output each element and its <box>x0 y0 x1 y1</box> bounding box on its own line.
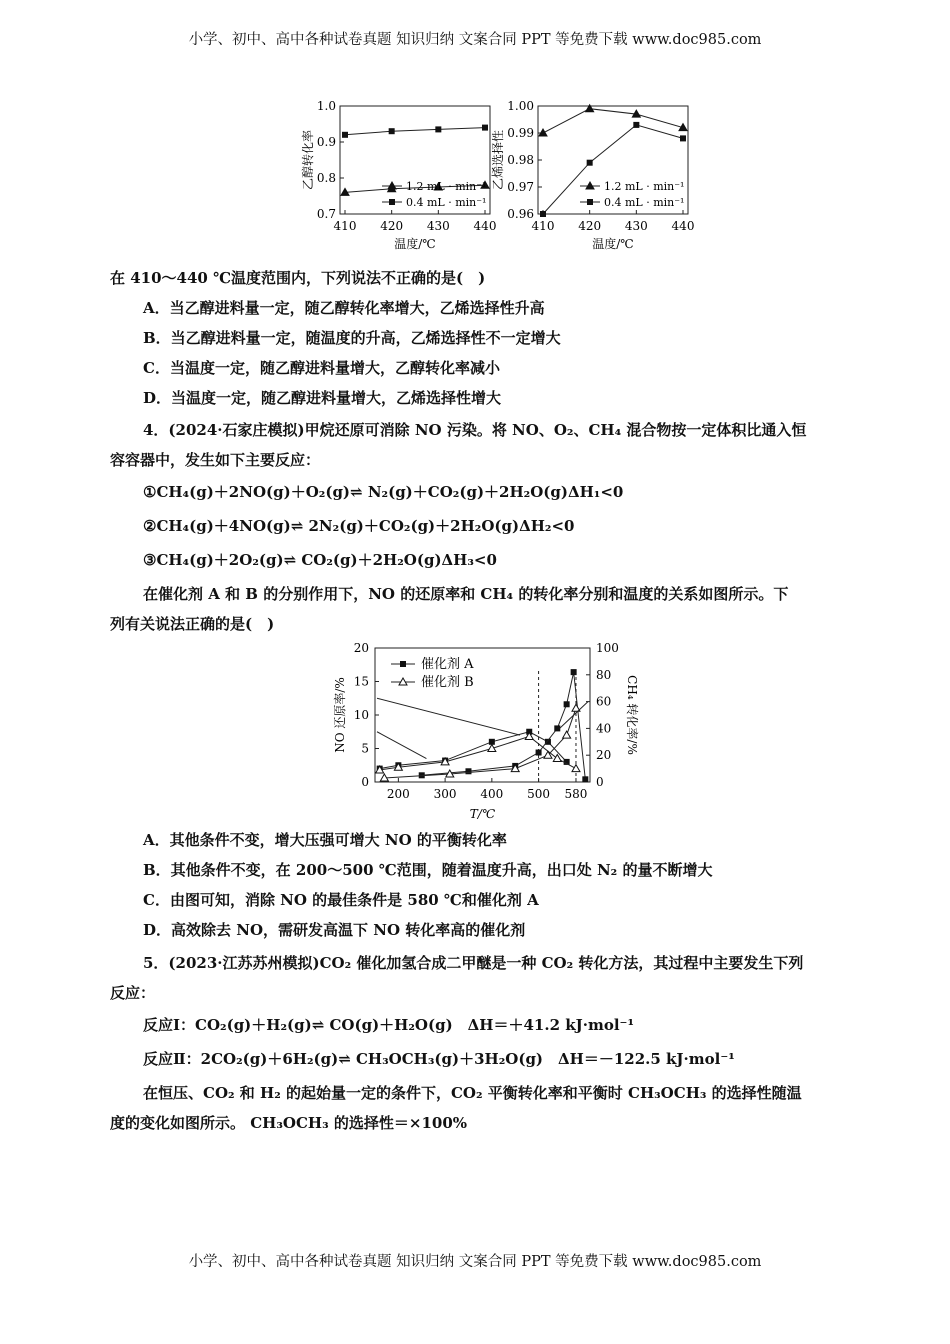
q5-reaction-1: 反应Ⅰ：CO₂(g)＋H₂(g)⇌ CO(g)＋H₂O(g) ΔH＝＋41.2 kJ·mol⁻¹ <box>143 1016 635 1034</box>
x-tick-label: 400 <box>480 787 504 801</box>
q5-desc-line1: 在恒压、CO₂ 和 H₂ 的起始量一定的条件下，CO₂ 平衡转化率和平衡时 CH₃OCH₃ 的选择性随温 <box>143 1084 802 1102</box>
q4-option-c: C．由图可知，消除 NO 的最佳条件是 580 ℃和催化剂 A <box>143 891 539 909</box>
data-point <box>582 776 588 782</box>
legend-label: 1.2 mL · min⁻¹ <box>406 180 487 193</box>
y-tick-label: 0.97 <box>507 180 534 194</box>
page-header: 小学、初中、高中各种试卷真题 知识归纳 文案合同 PPT 等免费下载 www.doc985.com <box>188 32 762 48</box>
data-point <box>342 132 348 138</box>
legend-label: 0.4 mL · min⁻¹ <box>406 196 487 209</box>
q5-stem-line2: 反应： <box>110 984 156 1002</box>
data-point <box>554 725 560 731</box>
page-footer: 小学、初中、高中各种试卷真题 知识归纳 文案合同 PPT 等免费下载 www.doc985.com <box>188 1254 762 1270</box>
annotation-arrow <box>377 698 520 735</box>
x-tick-label: 580 <box>564 787 588 801</box>
y2-tick-label: 0 <box>596 775 604 789</box>
x-tick-label: 410 <box>531 219 555 233</box>
series-line <box>543 109 683 133</box>
q4-option-b: B．其他条件不变，在 200～500 ℃范围，随着温度升高，出口处 N₂ 的量不断增大 <box>143 861 713 879</box>
x-tick-label: 420 <box>380 219 404 233</box>
data-point <box>540 211 546 217</box>
legend-label: 催化剂 A <box>421 657 474 672</box>
data-point <box>587 160 593 166</box>
y-tick-label: 0.8 <box>316 171 336 185</box>
x-tick-label: 200 <box>386 787 410 801</box>
x-tick-label: 420 <box>578 219 602 233</box>
ethylene-selectivity-chart <box>490 98 695 258</box>
legend-label: 1.2 mL · min⁻¹ <box>604 180 685 193</box>
x-tick-label: 500 <box>527 787 551 801</box>
y-tick-label: 0.99 <box>507 126 534 140</box>
x-tick-label: 430 <box>426 219 450 233</box>
ethanol-conversion-chart <box>300 98 500 258</box>
q4-stem-line1: 4．(2024·石家庄模拟)甲烷还原可消除 NO 污染。将 NO、O₂、CH₄ 混合物按一定体积比通入恒 <box>143 421 807 439</box>
q5-reaction-2: 反应Ⅱ：2CO₂(g)＋6H₂(g)⇌ CH₃OCH₃(g)＋3H₂O(g) ΔH＝－122.5 kJ·mol⁻¹ <box>143 1050 735 1068</box>
y-tick-label: 5 <box>361 741 369 756</box>
legend-label: 0.4 mL · min⁻¹ <box>604 196 685 209</box>
x-tick-label: 430 <box>624 219 648 233</box>
data-point <box>553 755 561 762</box>
q4-reaction-2: ②CH₄(g)＋4NO(g)⇌ 2N₂(g)＋CO₂(g)＋2H₂O(g)ΔH₂<0 <box>143 517 575 535</box>
data-point <box>435 126 441 132</box>
q3-option-c: C．当温度一定，随乙醇进料量增大，乙醇转化率减小 <box>143 359 500 377</box>
data-point <box>536 750 542 756</box>
q3-option-a: A．当乙醇进料量一定，随乙醇转化率增大，乙烯选择性升高 <box>143 299 545 317</box>
q3-option-d: D．当温度一定，随乙醇进料量增大，乙烯选择性增大 <box>143 389 502 407</box>
y2-tick-label: 100 <box>596 641 619 655</box>
legend-marker <box>400 661 406 667</box>
series-line <box>345 128 485 135</box>
y-tick-label: 15 <box>353 674 369 689</box>
y-tick-label: 1.00 <box>507 99 534 113</box>
data-point <box>633 122 639 128</box>
y-tick-label: 0.98 <box>507 153 534 167</box>
x-tick-label: 410 <box>333 219 357 233</box>
q4-stem-line2: 容容器中，发生如下主要反应： <box>110 451 321 469</box>
x-axis-label: 温度/℃ <box>394 237 436 251</box>
annotation-arrow <box>377 732 426 759</box>
q4-desc-line2: 列有关说法正确的是( ) <box>110 615 275 633</box>
q4-option-a: A．其他条件不变，增大压强可增大 NO 的平衡转化率 <box>143 831 507 849</box>
data-point <box>482 125 488 131</box>
q4-desc-line1: 在催化剂 A 和 B 的分别作用下，NO 的还原率和 CH₄ 的转化率分别和温度的关系如图所示。下 <box>143 585 789 603</box>
data-point <box>389 128 395 134</box>
q4-reaction-1: ①CH₄(g)＋2NO(g)＋O₂(g)⇌ N₂(g)＋CO₂(g)＋2H₂O(g)ΔH₁<0 <box>143 483 624 501</box>
data-point <box>564 701 570 707</box>
y2-tick-label: 80 <box>596 667 612 682</box>
y2-tick-label: 20 <box>596 748 612 763</box>
x-tick-label: 300 <box>433 787 457 801</box>
data-point <box>680 135 686 141</box>
y-axis-label: 乙醇转化率 <box>301 129 315 191</box>
q5-desc-line2: 度的变化如图所示。 CH₃OCH₃ 的选择性＝×100% <box>110 1114 468 1132</box>
q4-option-d: D．高效除去 NO，需研发高温下 NO 转化率高的催化剂 <box>143 921 526 939</box>
y-tick-label: 1.0 <box>316 99 336 113</box>
y-tick-label: 0.96 <box>507 207 534 221</box>
y-axis-label-left: NO 还原率/% <box>333 677 347 753</box>
x-axis-label: T/℃ <box>469 807 496 821</box>
x-tick-label: 440 <box>671 219 695 233</box>
legend-marker <box>389 199 395 205</box>
y-tick-label: 0.9 <box>316 135 336 149</box>
q4-reaction-3: ③CH₄(g)＋2O₂(g)⇌ CO₂(g)＋2H₂O(g)ΔH₃<0 <box>143 551 497 569</box>
y2-tick-label: 60 <box>596 694 612 709</box>
x-tick-label: 440 <box>473 219 497 233</box>
y-axis-label-right: CH₄ 转化率/% <box>625 675 639 755</box>
y-tick-label: 0 <box>361 775 369 789</box>
data-point <box>563 731 571 738</box>
data-point <box>465 768 471 774</box>
y-tick-label: 20 <box>353 641 369 655</box>
y2-tick-label: 40 <box>596 721 612 736</box>
y-tick-label: 0.7 <box>316 207 336 221</box>
legend-marker <box>587 199 593 205</box>
y-tick-label: 10 <box>353 708 369 722</box>
data-point <box>571 669 577 675</box>
q5-stem-line1: 5．(2023·江苏苏州模拟)CO₂ 催化加氢合成二甲醚是一种 CO₂ 转化方法，其过程中主要发生下列 <box>143 954 804 972</box>
no-reduction-chart <box>330 638 640 828</box>
y-axis-label: 乙烯选择性 <box>491 129 505 191</box>
legend-label: 催化剂 B <box>421 675 474 690</box>
data-point <box>572 765 580 772</box>
q3-stem: 在 410～440 ℃温度范围内，下列说法不正确的是( ) <box>110 269 486 287</box>
x-axis-label: 温度/℃ <box>592 237 634 251</box>
q3-option-b: B．当乙醇进料量一定，随温度的升高，乙烯选择性不一定增大 <box>143 329 561 347</box>
